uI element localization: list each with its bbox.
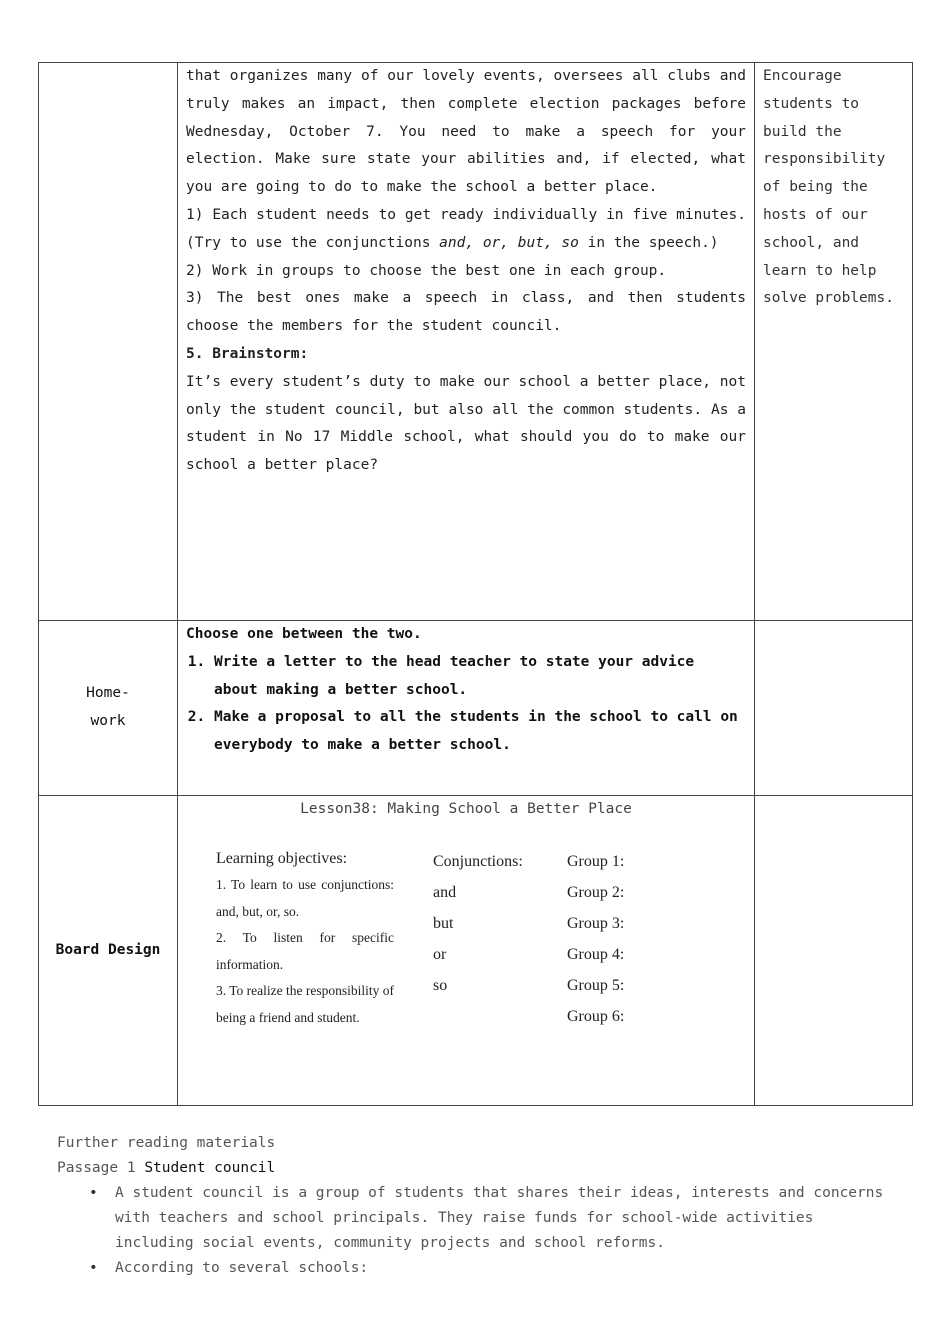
passage-title: Student council bbox=[144, 1160, 276, 1176]
groups-list bbox=[567, 846, 624, 1032]
procedure-step-2: 2) Work in groups to choose the best one in each group. bbox=[186, 262, 667, 279]
board-design-label-cell bbox=[39, 796, 178, 1106]
board-design-purpose-cell bbox=[755, 796, 913, 1106]
objective-1: 1. To learn to use conjunctions: and, but, or, so. bbox=[216, 877, 394, 919]
passage-bullets bbox=[57, 1181, 887, 1281]
procedure-intro: that organizes many of our lovely events, oversees all clubs and truly makes an impact, then complete election packages before Wednesday, October 7. You need to make a speech for your election. Make sure state your abilities and, if elected, what you are going to do to make the school a better place. bbox=[186, 68, 746, 196]
group-item: Group 2: bbox=[567, 884, 625, 901]
group-item: Group 1: bbox=[567, 853, 625, 870]
group-item: Group 4: bbox=[567, 946, 625, 963]
objectives-heading: Learning objectives: bbox=[216, 850, 348, 867]
brainstorm-heading: 5. Brainstorm: bbox=[186, 345, 309, 362]
conjunction-item: so bbox=[433, 977, 448, 994]
homework-label-line2: work bbox=[90, 713, 126, 729]
board-design-cell bbox=[178, 796, 755, 1106]
objective-3: 3. To realize the responsibility of being a friend and student. bbox=[216, 983, 395, 1025]
board-design-title: Lesson38: Making School a Better Place bbox=[300, 801, 632, 817]
homework-purpose-cell bbox=[755, 621, 913, 796]
procedure-cell bbox=[178, 63, 755, 621]
further-reading-heading: Further reading materials bbox=[57, 1135, 276, 1151]
group-item: Group 5: bbox=[567, 977, 625, 994]
board-design-row bbox=[39, 796, 913, 1106]
procedure-row bbox=[39, 63, 913, 621]
brainstorm-text: It’s every student’s duty to make our school a better place, not only the student council, but also all the common students. As a student in No 17 Middle school, what should you do to make our school a better place? bbox=[186, 373, 746, 474]
homework-label-cell bbox=[39, 621, 178, 796]
group-item: Group 6: bbox=[567, 1008, 625, 1025]
list-item: • According to several schools: bbox=[115, 1256, 887, 1281]
passage-label: Passage 1 bbox=[57, 1160, 136, 1176]
homework-intro: Choose one between the two. bbox=[186, 626, 422, 642]
purpose-cell bbox=[755, 63, 913, 621]
homework-item-1: 1. Write a letter to the head teacher to state your advice about making a better school. bbox=[214, 649, 746, 705]
board-design-label: Board Design bbox=[55, 941, 161, 958]
homework-item-2: 2. Make a proposal to all the students in the school to call on everybody to make a better school. bbox=[214, 704, 746, 760]
homework-content-cell bbox=[178, 621, 755, 796]
list-item: • A student council is a group of students that shares their ideas, interests and concerns with teachers and school principals. They raise funds for school-wide activities including social events, community projects and school reforms. bbox=[115, 1181, 887, 1256]
conjunction-item: but bbox=[433, 915, 454, 932]
conjunction-item: and bbox=[433, 884, 457, 901]
homework-label-line1: Home- bbox=[86, 685, 130, 702]
stage-cell-empty bbox=[39, 63, 178, 621]
purpose-text: Encourage students to build the responsibility of being the hosts of our school, and learn to help solve problems. bbox=[763, 68, 894, 307]
conjunction-item: or bbox=[433, 946, 447, 963]
conjunctions-heading: Conjunctions: bbox=[433, 853, 523, 870]
conjunctions-list bbox=[433, 846, 523, 1001]
homework-row bbox=[39, 621, 913, 796]
learning-objectives bbox=[216, 846, 394, 1031]
further-reading bbox=[57, 1131, 887, 1281]
procedure-step-3: 3) The best ones make a speech in class, and then students choose the members for the student council. bbox=[186, 290, 746, 335]
lesson-plan-table bbox=[38, 62, 913, 1106]
passage-heading bbox=[57, 1156, 887, 1181]
procedure-step-1: 1) Each student needs to get ready individually in five minutes. (Try to use the conjunctions and, or, but, so in the speech.) bbox=[186, 206, 746, 251]
objective-2: 2. To listen for specific information. bbox=[216, 930, 394, 972]
group-item: Group 3: bbox=[567, 915, 625, 932]
conjunction-list: and, or, but, so bbox=[439, 234, 579, 251]
